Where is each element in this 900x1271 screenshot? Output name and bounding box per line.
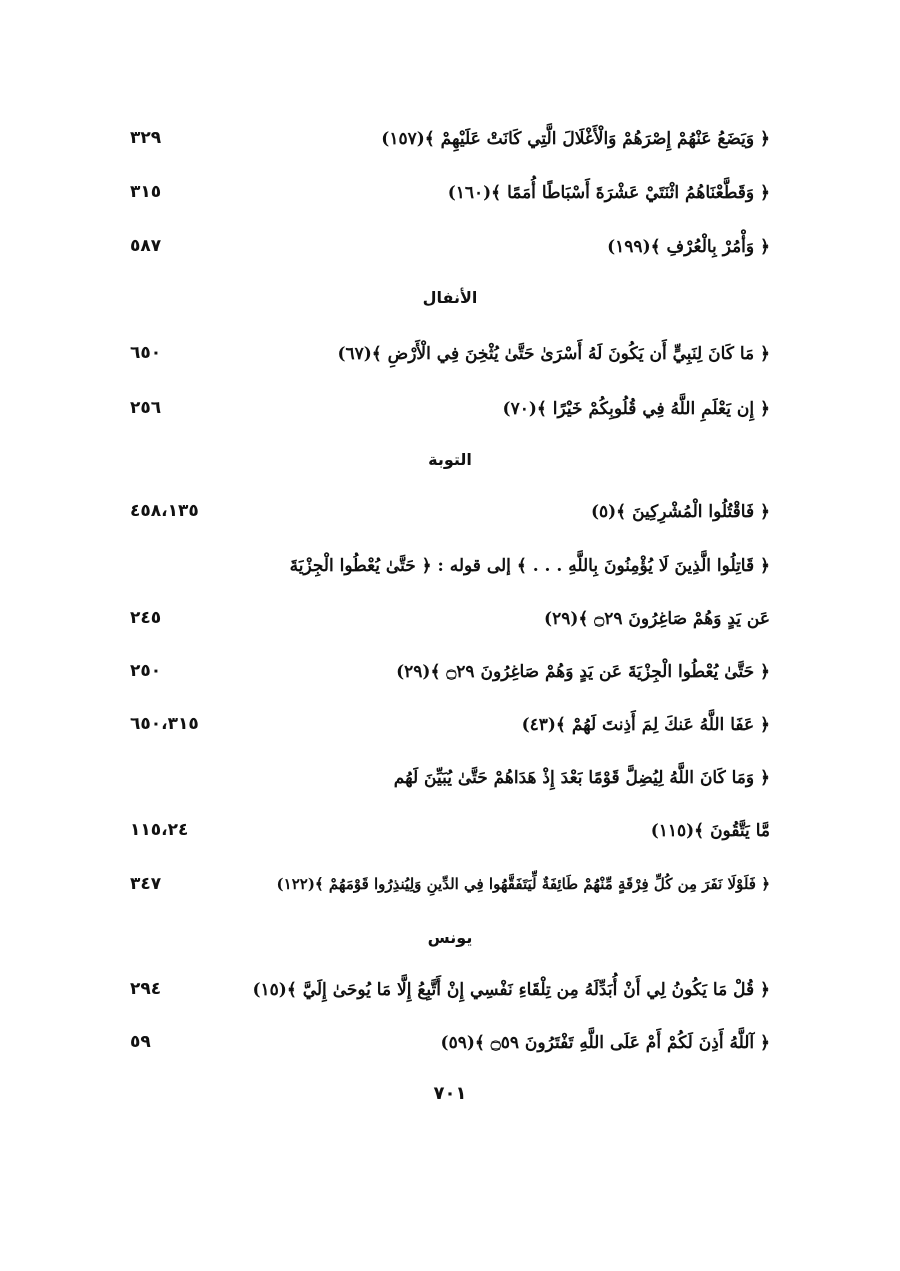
- verse-text: ﴿ قُلْ مَا يَكُونُ لِي أَنْ أُبَدِّلَهُ مِن تِلْقَاءِ نَفْسِي إِنْ أَتَّبِعُ إِلَّا مَا يُوحَىٰ إِلَيَّ ﴾(١٥): [252, 979, 770, 1000]
- verse-text: عَن يَدٍ وَهُمْ صَاغِرُونَ ۝٢٩ ﴾(٢٩): [544, 608, 770, 629]
- index-entry: [130, 118, 770, 158]
- verse-text: ﴿ وَيَضَعُ عَنْهُمْ إِصْرَهُمْ وَالْأَغْلَالَ الَّتِي كَانَتْ عَلَيْهِمْ ﴾(١٥٧): [381, 128, 770, 149]
- page-reference: ٤٥٨،١٣٥: [130, 501, 199, 521]
- verse-text: ﴿ وَمَا كَانَ اللَّهُ لِيُضِلَّ قَوْمًا بَعْدَ إِذْ هَدَاهُمْ حَتَّىٰ يُبَيِّنَ لَهُم: [393, 767, 770, 788]
- verse-text: ﴿ فَلَوْلَا نَفَرَ مِن كُلِّ فِرْقَةٍ مِّنْهُمْ طَائِفَةٌ لِّيَتَفَقَّهُوا فِي الدِّينِ وَلِيُنذِرُوا قَوْمَهُمْ ﴾(١٢٢): [276, 875, 770, 893]
- page-reference: ٣٤٧: [130, 874, 162, 894]
- surah-heading: يونس: [427, 928, 473, 947]
- verse-text: ﴿ إِن يَعْلَمِ اللَّهُ فِي قُلُوبِكُمْ خَيْرًا ﴾(٧٠): [502, 398, 770, 419]
- verse-text: ﴿ وَأْمُرْ بِالْعُرْفِ ﴾(١٩٩): [607, 236, 770, 257]
- page-reference: ١١٥،٢٤: [130, 820, 189, 840]
- page-reference: ٦٥٠،٣١٥: [130, 714, 199, 734]
- page-reference: ٢٤٥: [130, 608, 162, 628]
- verse-text: ﴿ عَفَا اللَّهُ عَنكَ لِمَ أَذِنتَ لَهُمْ ﴾(٤٣): [521, 714, 770, 735]
- page-reference: ٥٩: [130, 1032, 151, 1052]
- index-entry: [130, 491, 770, 531]
- index-entry: [130, 545, 770, 585]
- index-entry: [130, 598, 770, 638]
- page-reference: ٣١٥: [130, 182, 162, 202]
- index-entry: [130, 1022, 770, 1062]
- index-entry: [130, 969, 770, 1009]
- page-reference: ٢٥٠: [130, 661, 162, 681]
- page-reference: ٣٢٩: [130, 128, 162, 148]
- surah-heading: التوبة: [428, 450, 472, 469]
- page-reference: ٢٥٦: [130, 398, 162, 418]
- verse-text: ﴿ آللَّهُ أَذِنَ لَكُمْ أَمْ عَلَى اللَّهِ تَفْتَرُونَ ۝٥٩ ﴾(٥٩): [440, 1032, 770, 1053]
- verse-text: ﴿ حَتَّىٰ يُعْطُوا الْجِزْيَةَ عَن يَدٍ وَهُمْ صَاغِرُونَ ۝٢٩ ﴾(٢٩): [396, 661, 770, 682]
- index-entry: [130, 651, 770, 691]
- page-number: ٧٠١: [433, 1083, 467, 1104]
- verse-text: ﴿ فَاقْتُلُوا الْمُشْرِكِينَ ﴾(٥): [590, 501, 770, 522]
- page-reference: ٥٨٧: [130, 236, 162, 256]
- verse-text: مَّا يَتَّقُونَ ﴾(١١٥): [650, 820, 770, 841]
- index-entry: [130, 704, 770, 744]
- verse-text: ﴿ قَاتِلُوا الَّذِينَ لَا يُؤْمِنُونَ بِاللَّهِ . . . ﴾ إلى قوله : ﴿ حَتَّىٰ يُعْطُوا الْجِزْيَةَ: [289, 555, 770, 576]
- page-reference: ٢٩٤: [130, 979, 162, 999]
- index-entry: [130, 864, 770, 904]
- surah-heading: الأنفال: [422, 288, 478, 307]
- index-entry: [130, 388, 770, 428]
- verse-text: ﴿ مَا كَانَ لِنَبِيٍّ أَن يَكُونَ لَهُ أَسْرَىٰ حَتَّىٰ يُثْخِنَ فِي الْأَرْضِ ﴾(٦٧): [337, 343, 770, 364]
- index-entry: [130, 757, 770, 797]
- index-entry: [130, 226, 770, 266]
- page-reference: ٦٥٠: [130, 343, 162, 363]
- index-entry: [130, 333, 770, 373]
- verse-text: ﴿ وَقَطَّعْنَاهُمُ اثْنَتَيْ عَشْرَةَ أَسْبَاطًا أُمَمًا ﴾(١٦٠): [447, 182, 770, 203]
- index-entry: [130, 172, 770, 212]
- index-entry: [130, 810, 770, 850]
